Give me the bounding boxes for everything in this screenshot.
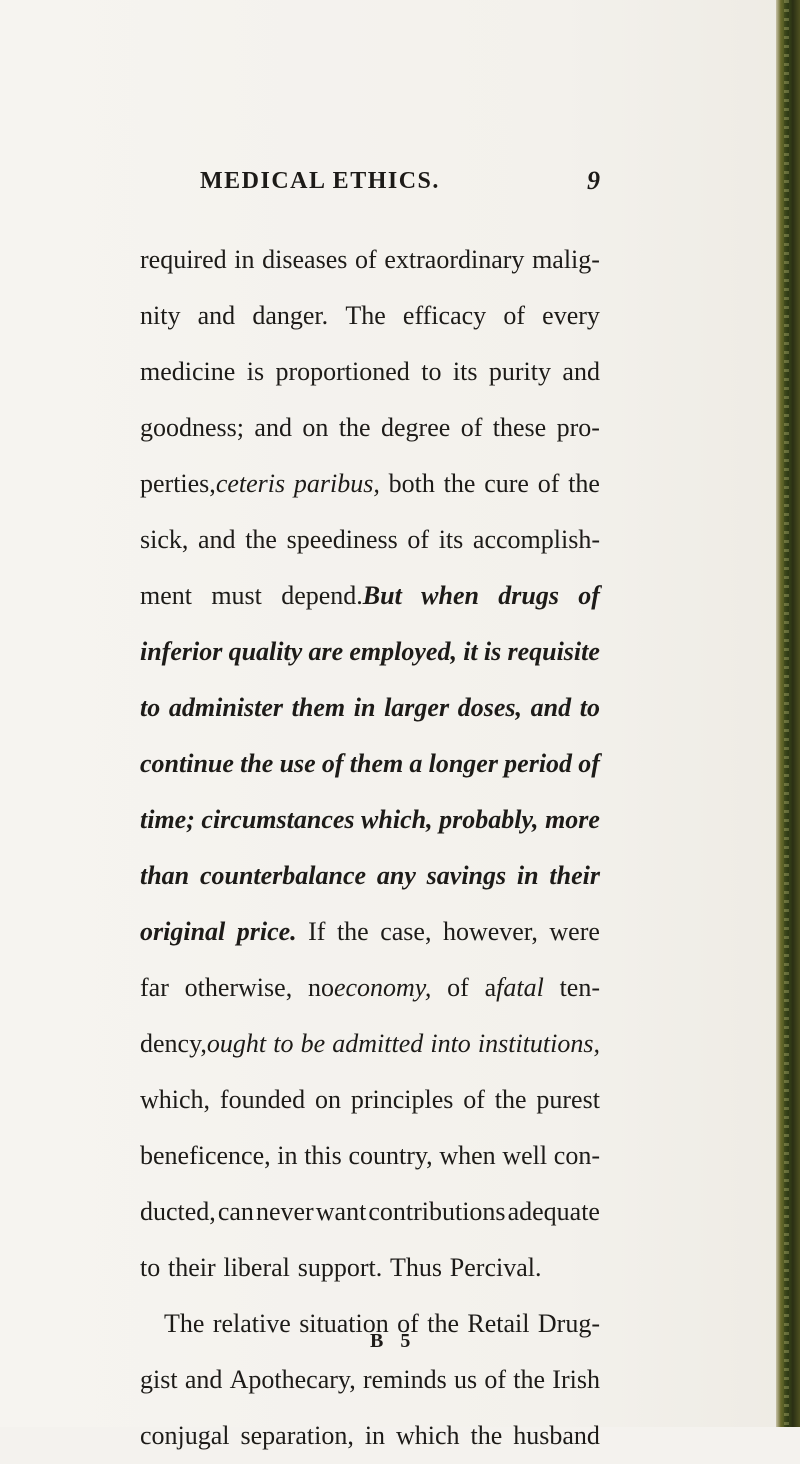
body-text	[140, 232, 600, 1464]
word: the	[338, 413, 371, 442]
word: situation	[299, 1309, 389, 1338]
word: diseases	[262, 245, 348, 274]
word: to	[421, 357, 442, 386]
word: both	[388, 469, 435, 498]
word: husband	[513, 1421, 600, 1450]
word: to	[140, 1253, 161, 1282]
word: a	[409, 749, 423, 778]
word: goodness;	[140, 413, 244, 442]
word: the	[568, 469, 600, 498]
word: these	[492, 413, 547, 442]
text-line	[140, 736, 600, 792]
word: of	[484, 1365, 507, 1394]
text-line	[140, 1016, 600, 1072]
word: ment	[140, 581, 192, 610]
word: want	[315, 1197, 367, 1226]
word: to	[273, 1029, 294, 1058]
word: degree	[381, 413, 451, 442]
word: them	[291, 693, 346, 722]
word: must	[211, 581, 262, 610]
text-line	[140, 400, 600, 456]
word: separation,	[240, 1421, 354, 1450]
word: their	[168, 1253, 216, 1282]
text-line	[140, 1072, 600, 1128]
word: accomplish-	[472, 525, 600, 554]
word: every	[542, 301, 600, 330]
word: required	[140, 245, 227, 274]
word: the	[245, 525, 277, 554]
word: afatal	[484, 973, 544, 1002]
signature-mark: B 5	[370, 1330, 417, 1352]
word: The	[164, 1309, 205, 1338]
word: far	[140, 973, 169, 1002]
word: of	[503, 301, 525, 330]
page-edge-binding	[776, 0, 800, 1427]
word: and	[562, 357, 600, 386]
word: which	[396, 1421, 460, 1450]
word: purity	[488, 357, 551, 386]
running-head	[200, 168, 600, 200]
word: If	[308, 917, 326, 946]
word: is	[246, 357, 265, 386]
word: perties,ceteris	[140, 469, 286, 498]
word: efficacy	[402, 301, 487, 330]
word: to	[579, 693, 600, 722]
word: never	[255, 1197, 314, 1226]
word: inferior	[140, 637, 223, 666]
word: con-	[553, 1141, 600, 1170]
word: and	[197, 301, 236, 330]
word: its	[438, 525, 464, 554]
text-line	[140, 1240, 600, 1296]
word: on	[314, 1085, 341, 1114]
word: is	[483, 637, 502, 666]
text-line	[140, 1352, 600, 1408]
word: Irish	[552, 1365, 600, 1394]
word: are	[308, 637, 344, 666]
word: extraordinary	[384, 245, 525, 274]
word: liberal	[223, 1253, 290, 1282]
word: of	[355, 245, 377, 274]
text-line	[140, 1184, 600, 1240]
word: more	[545, 805, 600, 834]
word: in	[516, 861, 539, 890]
word: employed,	[349, 637, 457, 666]
word: cure	[484, 469, 529, 498]
word: doses,	[457, 693, 522, 722]
word: when	[439, 1141, 496, 1170]
word: Apothecary,	[229, 1365, 356, 1394]
word: them	[349, 749, 404, 778]
word: paribus,	[293, 469, 380, 498]
text-line	[140, 848, 600, 904]
word: of	[407, 525, 430, 554]
word: gist	[140, 1365, 178, 1394]
word: ducted,	[140, 1197, 216, 1226]
word: medicine	[140, 357, 236, 386]
word: probably,	[439, 805, 539, 834]
word: which,	[361, 805, 433, 834]
word: the	[336, 917, 369, 946]
word: Retail	[467, 1309, 530, 1338]
word: which,	[140, 1085, 211, 1114]
word: administer	[168, 693, 284, 722]
word: their	[549, 861, 600, 890]
word: principles	[350, 1085, 454, 1114]
word: otherwise,	[184, 973, 293, 1002]
text-line	[140, 512, 600, 568]
word: in	[364, 1421, 386, 1450]
word: of	[537, 469, 560, 498]
word: the	[427, 1309, 459, 1338]
word: and	[254, 413, 292, 442]
word: time;	[140, 805, 195, 834]
running-title: MEDICAL ETHICS.	[200, 168, 440, 194]
word: of	[397, 1309, 419, 1338]
word: relative	[212, 1309, 291, 1338]
word: in	[353, 693, 376, 722]
word: sick,	[140, 525, 189, 554]
word: circumstances	[201, 805, 355, 834]
word: pro-	[556, 413, 600, 442]
word: quality	[228, 637, 303, 666]
word: to	[140, 693, 161, 722]
text-line	[140, 904, 600, 960]
text-line	[140, 792, 600, 848]
word: Percival.	[449, 1253, 542, 1282]
word: period	[504, 749, 573, 778]
word: drugs	[498, 581, 559, 610]
word: were	[549, 917, 600, 946]
word: of	[463, 1085, 485, 1114]
page-number: 9	[587, 166, 600, 195]
word: support.	[297, 1253, 383, 1282]
word: the	[494, 1085, 527, 1114]
text-line	[140, 1408, 600, 1464]
text-line	[140, 680, 600, 736]
word: the	[513, 1365, 546, 1394]
word: in	[234, 245, 255, 274]
word: beneficence,	[140, 1141, 271, 1170]
word: proportioned	[275, 357, 410, 386]
text-line	[140, 288, 600, 344]
word: of	[321, 749, 344, 778]
word: larger	[384, 693, 450, 722]
word: ten-	[559, 973, 600, 1002]
word: counterbalance	[199, 861, 367, 890]
word: us	[453, 1365, 478, 1394]
word: reminds	[362, 1365, 447, 1394]
word: The	[345, 301, 386, 330]
word: of	[460, 413, 483, 442]
text-line	[140, 624, 600, 680]
word: and	[530, 693, 572, 722]
word: its	[452, 357, 478, 386]
word: when	[421, 581, 479, 610]
word: founded	[219, 1085, 306, 1114]
word: it	[463, 637, 478, 666]
word: Thus	[390, 1253, 442, 1282]
text-line	[140, 456, 600, 512]
word: dency,ought	[140, 1029, 267, 1058]
word: contributions	[368, 1197, 506, 1226]
word: and	[198, 525, 236, 554]
word: danger.	[252, 301, 329, 330]
word: the	[470, 1421, 503, 1450]
word: and	[184, 1365, 223, 1394]
word: purest	[536, 1085, 600, 1114]
word: use	[279, 749, 316, 778]
word: price.	[236, 917, 297, 946]
word: this	[304, 1141, 342, 1170]
word: original	[140, 917, 226, 946]
word: noeconomy,	[307, 973, 432, 1002]
word: Drug-	[537, 1309, 600, 1338]
text-line	[140, 568, 600, 624]
word: than	[140, 861, 190, 890]
word: of	[578, 749, 600, 778]
word: institutions,	[477, 1029, 600, 1058]
word: any	[376, 861, 416, 890]
word: nity	[140, 301, 181, 330]
text-line	[140, 1128, 600, 1184]
word: longer	[428, 749, 498, 778]
word: well	[502, 1141, 548, 1170]
word: country,	[348, 1141, 433, 1170]
word: be	[300, 1029, 326, 1058]
text-line	[140, 960, 600, 1016]
word: can	[217, 1197, 254, 1226]
word: the	[443, 469, 476, 498]
text-line	[140, 232, 600, 288]
word: of	[578, 581, 600, 610]
word: in	[277, 1141, 298, 1170]
word: savings	[426, 861, 507, 890]
word: on	[302, 413, 329, 442]
word: malig-	[532, 245, 600, 274]
text-line	[140, 344, 600, 400]
word: depend.But	[281, 581, 402, 610]
word: requisite	[507, 637, 600, 666]
word: adequate	[507, 1197, 600, 1226]
word: continue	[140, 749, 234, 778]
word: conjugal	[140, 1421, 230, 1450]
word: of	[447, 973, 469, 1002]
word: speediness	[286, 525, 398, 554]
word: the	[240, 749, 274, 778]
word: admitted	[332, 1029, 424, 1058]
word: case,	[380, 917, 432, 946]
word: into	[430, 1029, 471, 1058]
word: however,	[442, 917, 538, 946]
